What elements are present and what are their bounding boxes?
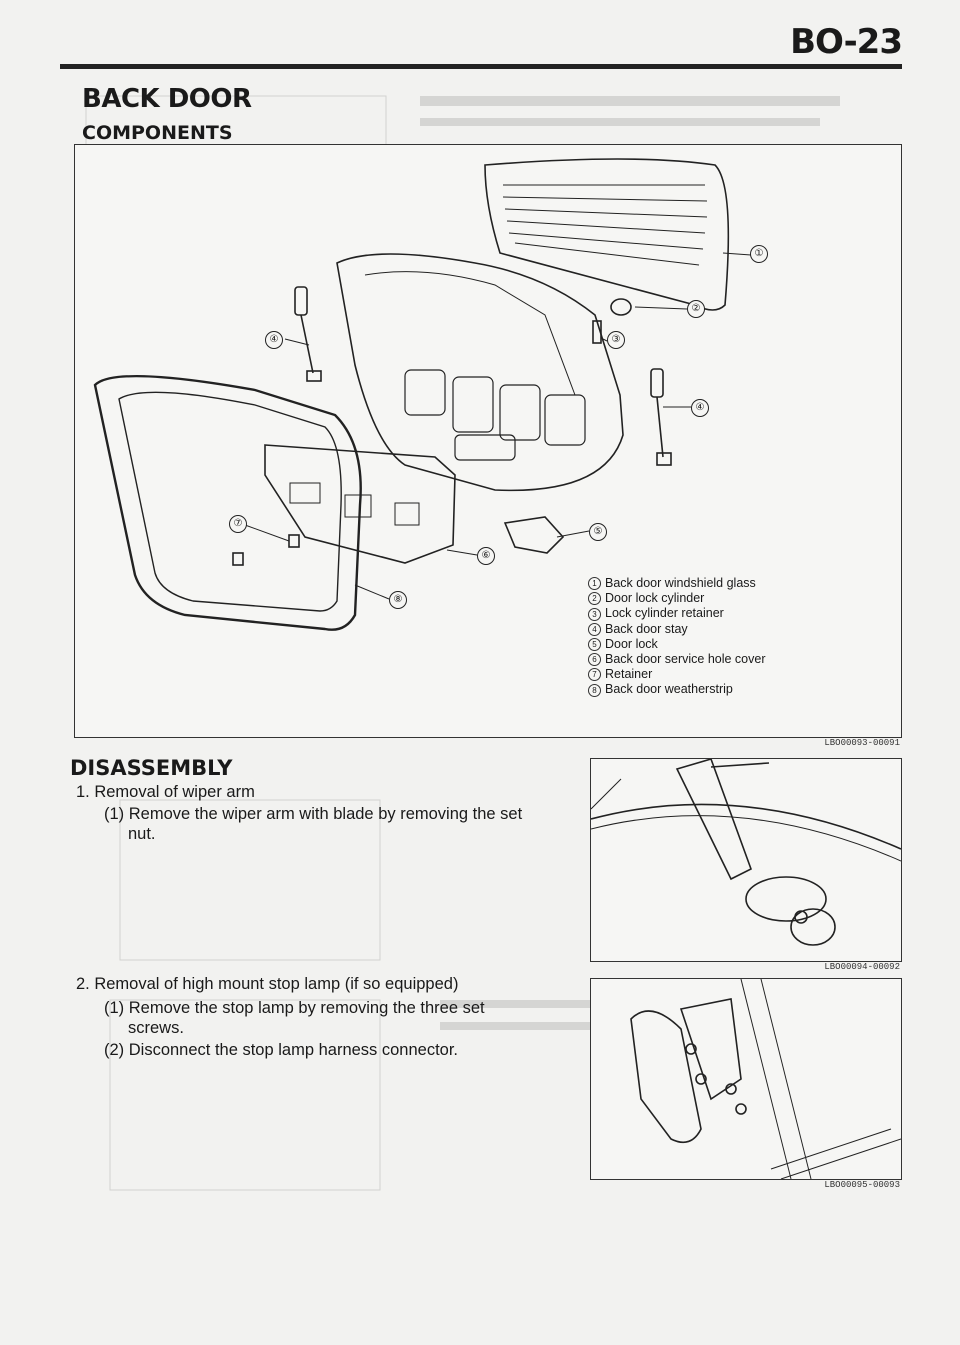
- legend-label: Lock cylinder retainer: [605, 606, 724, 621]
- door-lock: [505, 517, 563, 553]
- step-1: 1. Removal of wiper arm: [76, 783, 255, 801]
- legend-item: [588, 667, 766, 682]
- stop-lamp-drawing: [591, 979, 901, 1179]
- legend-number: 3: [588, 608, 601, 621]
- legend-number: 1: [588, 577, 601, 590]
- legend-number: 2: [588, 592, 601, 605]
- legend-item: [588, 652, 766, 667]
- legend-number: 6: [588, 653, 601, 666]
- callout-4-left: ④: [265, 331, 283, 349]
- stop-lamp-illustration: [590, 978, 902, 1180]
- header-rule: [60, 64, 902, 69]
- figure-code: LBO00093-00091: [824, 738, 900, 748]
- legend-label: Back door weatherstrip: [605, 682, 733, 697]
- page-number: BO-23: [790, 22, 902, 62]
- callout-3: ③: [607, 331, 625, 349]
- legend-label: Retainer: [605, 667, 653, 682]
- callout-6: ⑥: [477, 547, 495, 565]
- legend-label: Door lock cylinder: [605, 591, 705, 606]
- figure-code: LBO00095-00093: [824, 1180, 900, 1190]
- legend-number: 7: [588, 668, 601, 681]
- step-text-line: (1) Remove the wiper arm with blade by removing the set: [104, 805, 523, 823]
- retainer-1: [233, 553, 243, 565]
- legend-item: [588, 622, 766, 637]
- legend-label: Back door stay: [605, 621, 688, 636]
- legend-item: [588, 682, 766, 697]
- legend-item: [588, 591, 766, 606]
- wiper-arm-illustration: [590, 758, 902, 962]
- legend-label: Back door windshield glass: [605, 576, 756, 590]
- step-2: 2. Removal of high mount stop lamp (if so equipped): [76, 975, 459, 993]
- disassembly-heading: DISASSEMBLY: [70, 756, 233, 780]
- step-text-line: nut.: [128, 825, 156, 843]
- legend-label: Door lock: [605, 636, 658, 651]
- components-illustration: [74, 144, 902, 738]
- legend-number: 5: [588, 638, 601, 651]
- legend-item: [588, 576, 766, 591]
- callout-4-right: ④: [691, 399, 709, 417]
- step-2-substep-2: (2) Disconnect the stop lamp harness connector.: [104, 1041, 459, 1059]
- back-door-stay-right: [651, 369, 671, 465]
- exploded-view-drawing: [75, 145, 901, 737]
- back-door-panel: [337, 254, 623, 490]
- wiper-arm-drawing: [591, 759, 901, 961]
- legend-item: [588, 637, 766, 652]
- callout-7: ⑦: [229, 515, 247, 533]
- back-door-weatherstrip: [95, 376, 361, 630]
- legend-number: 8: [588, 684, 601, 697]
- step-2-substep-1: [104, 998, 554, 1038]
- door-inner-openings: [405, 370, 585, 460]
- figure-code: LBO00094-00092: [824, 962, 900, 972]
- components-heading: COMPONENTS: [82, 122, 233, 144]
- component-legend: [588, 576, 766, 698]
- step-text-line: screws.: [128, 1019, 184, 1037]
- section-title: BACK DOOR: [82, 84, 252, 114]
- callout-1: ①: [750, 245, 768, 263]
- defogger-lines: [503, 185, 707, 265]
- callout-8: ⑧: [389, 591, 407, 609]
- step-text-line: (1) Remove the stop lamp by removing the three set: [104, 999, 485, 1017]
- step-1-substep-1: [104, 804, 554, 844]
- legend-item: [588, 606, 766, 621]
- callout-2: ②: [687, 300, 705, 318]
- callout-5: ⑤: [589, 523, 607, 541]
- retainer-2: [289, 535, 299, 547]
- legend-label: Back door service hole cover: [605, 652, 766, 667]
- cover-grilles: [290, 483, 419, 525]
- back-door-stay-left: [295, 287, 321, 381]
- legend-number: 4: [588, 623, 601, 636]
